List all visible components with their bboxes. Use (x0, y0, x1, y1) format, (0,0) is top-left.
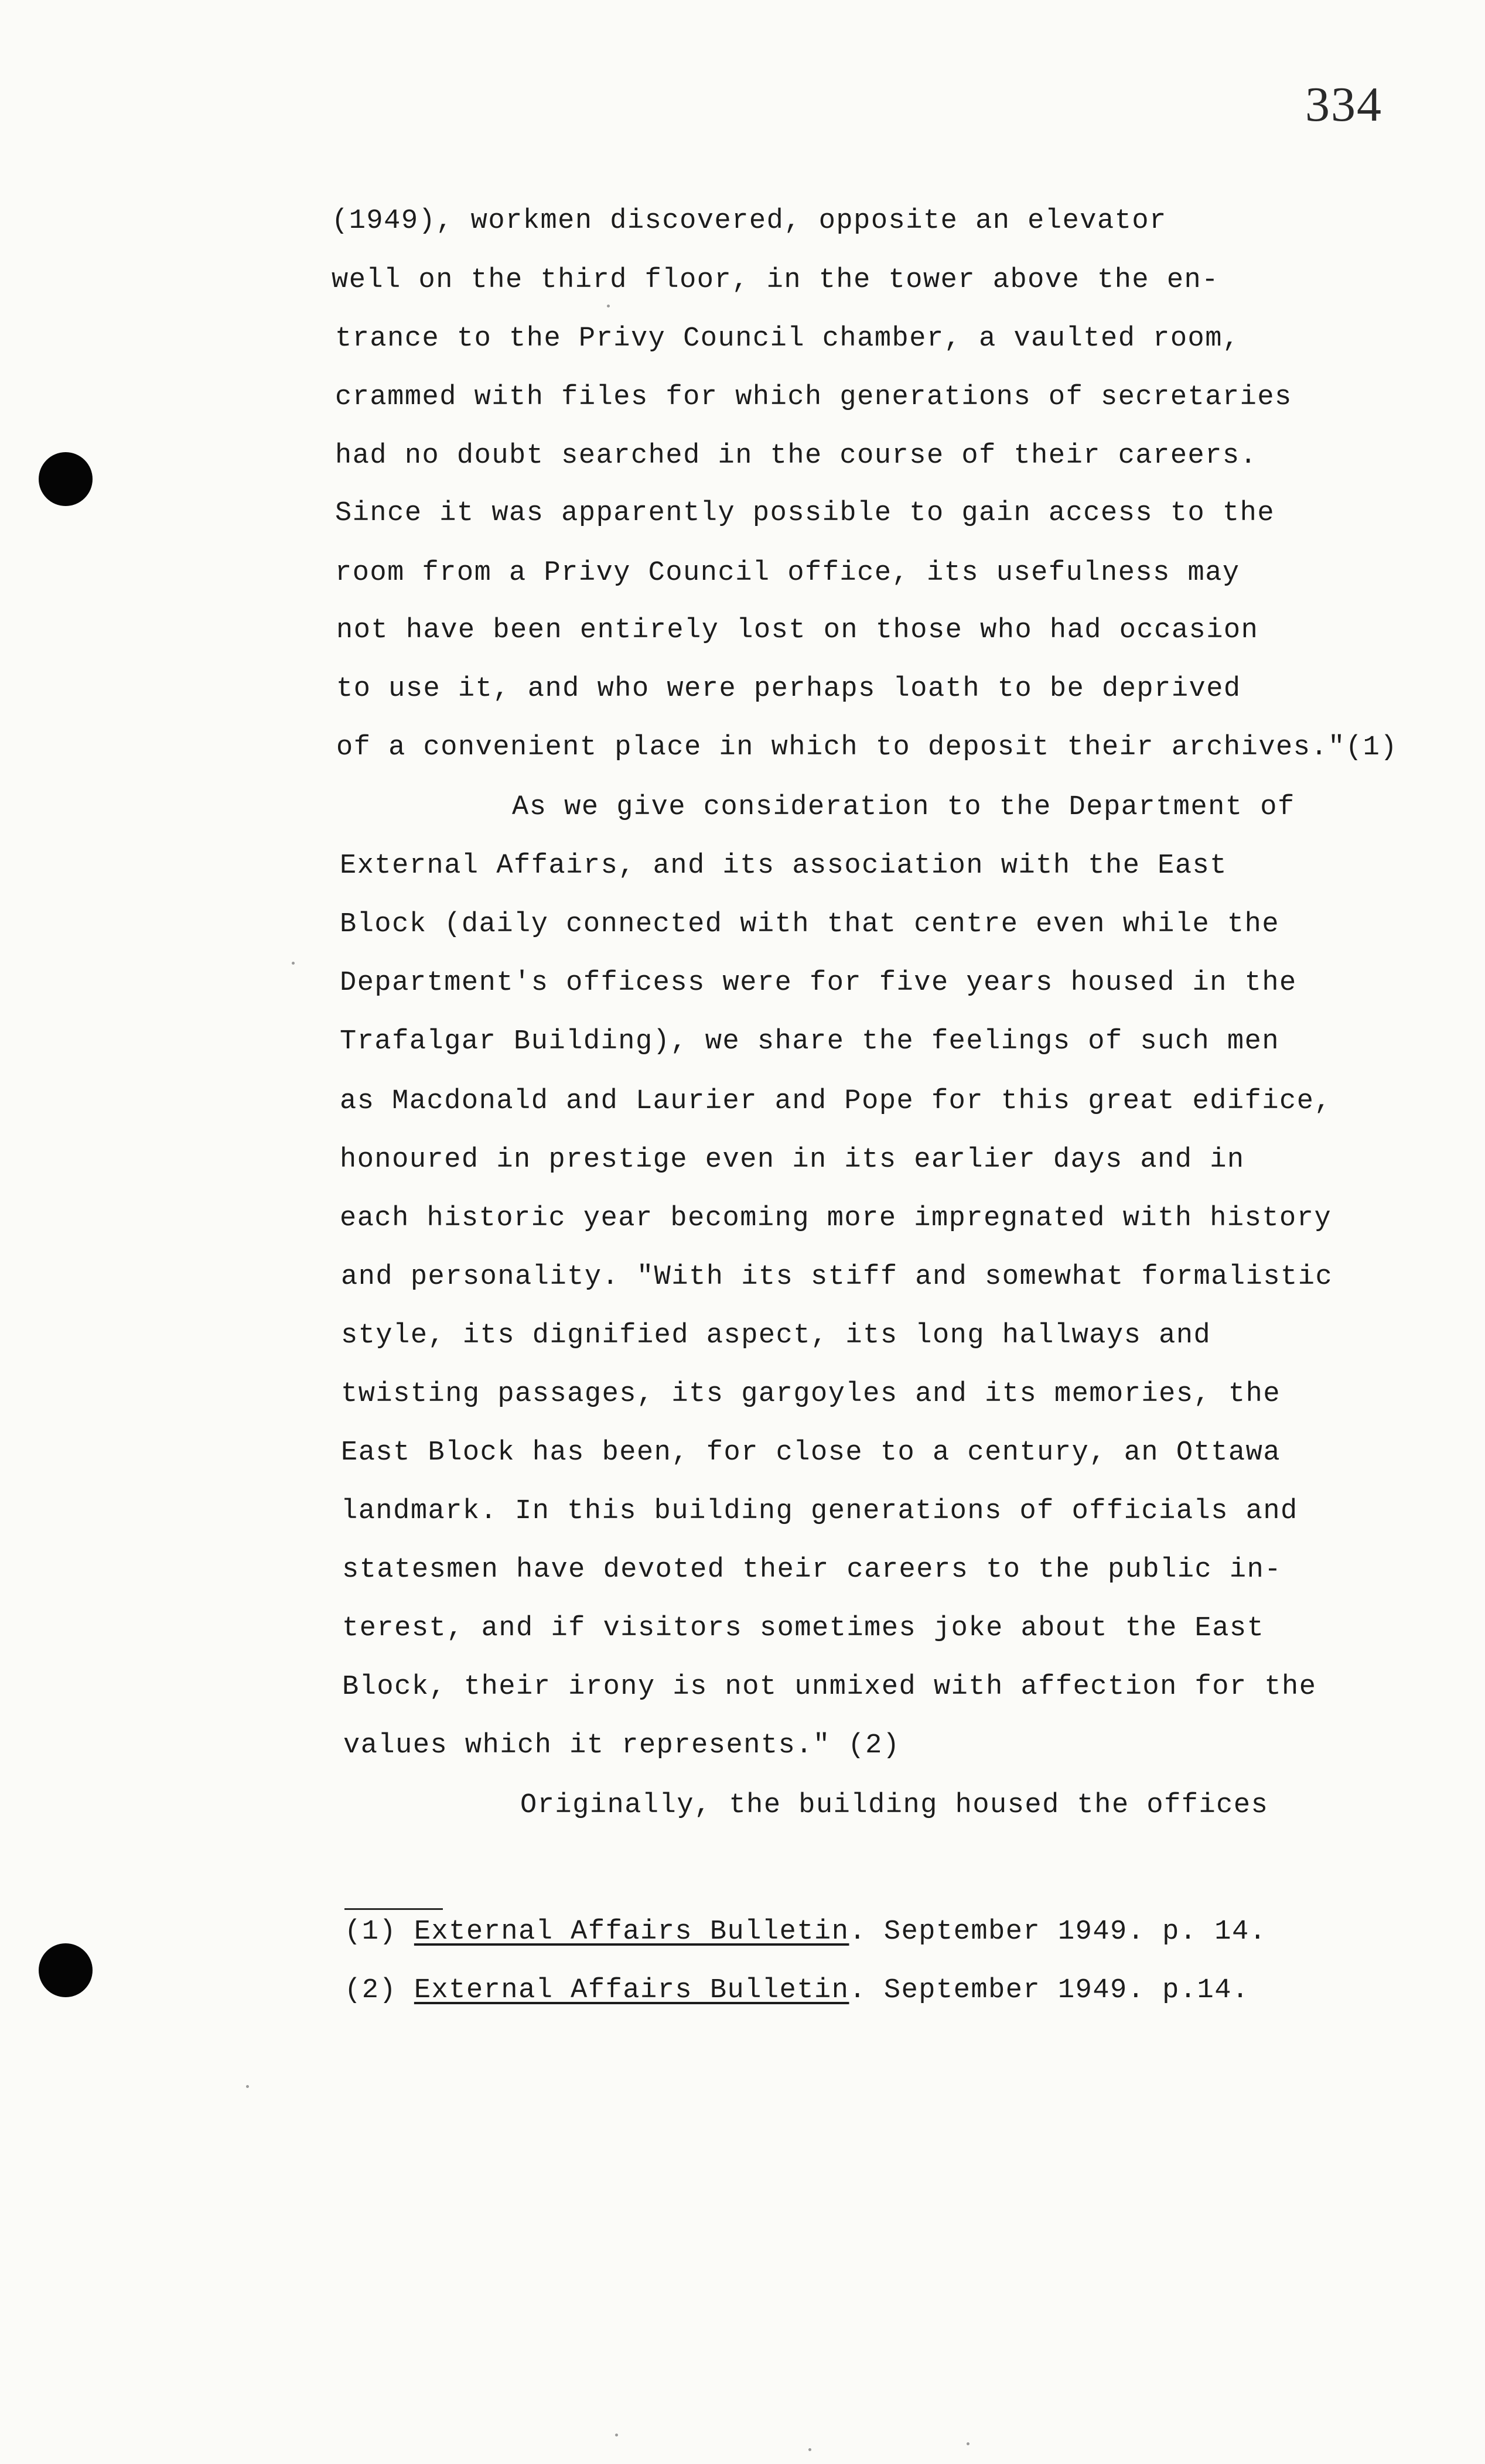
footnote-citation: . September 1949. p.14. (849, 1975, 1250, 2006)
footnote-source: External Affairs Bulletin (414, 1916, 849, 1947)
footnote-1 (344, 1918, 1266, 1946)
paper-speck (246, 2085, 249, 2088)
paper-speck (615, 2434, 618, 2436)
text-line: Since it was apparently possible to gain access to the (335, 498, 1275, 529)
text-line: had no doubt searched in the course of their careers. (335, 440, 1258, 471)
text-line: East Block has been, for close to a century, an Ottawa (341, 1437, 1281, 1468)
text-line: not have been entirely lost on those who had occasion (336, 615, 1259, 646)
text-line: of a convenient place in which to deposit their archives."(1) (336, 732, 1398, 763)
page-number: 334 (1305, 77, 1382, 132)
text-line: landmark. In this building generations of officials and (341, 1496, 1298, 1527)
text-line: Block (daily connected with that centre even while the (340, 909, 1280, 940)
footnote-marker: (2) (344, 1975, 397, 2006)
footnote-rule (344, 1908, 443, 1910)
text-line: room from a Privy Council office, its usefulness may (335, 558, 1240, 589)
paper-speck (292, 962, 295, 965)
footnote-source: External Affairs Bulletin (414, 1975, 849, 2006)
text-line: Trafalgar Building), we share the feelings of such men (340, 1026, 1280, 1057)
punch-hole-bottom (39, 1943, 93, 1997)
text-line: trance to the Privy Council chamber, a vaulted room, (335, 323, 1240, 354)
text-line: style, its dignified aspect, its long hallways and (341, 1320, 1211, 1351)
text-line: As we give consideration to the Department of (512, 792, 1295, 823)
punch-hole-top (39, 452, 93, 506)
text-line: honoured in prestige even in its earlier days and in (340, 1144, 1245, 1175)
text-line: each historic year becoming more impregnated with history (340, 1203, 1332, 1234)
text-line: (1949), workmen discovered, opposite an elevator (332, 206, 1167, 237)
text-line: twisting passages, its gargoyles and its memories, the (341, 1379, 1281, 1410)
paper-speck (607, 305, 610, 307)
text-line: terest, and if visitors sometimes joke about the East (342, 1613, 1265, 1644)
footnote-citation: . September 1949. p. 14. (849, 1916, 1267, 1947)
text-line: crammed with files for which generations of secretaries (335, 382, 1292, 413)
text-line: statesmen have devoted their careers to the public in- (342, 1554, 1282, 1585)
text-line: Block, their irony is not unmixed with affection for the (342, 1672, 1317, 1703)
paper-speck (808, 2448, 811, 2451)
text-line: Originally, the building housed the offices (520, 1790, 1269, 1821)
text-line: External Affairs, and its association with the East (340, 850, 1227, 881)
text-line: Department's officess were for five years housed in the (340, 968, 1297, 999)
footnote-2 (344, 1977, 1250, 2004)
footnote-marker: (1) (344, 1916, 397, 1947)
text-line: and personality. "With its stiff and somewhat formalistic (341, 1262, 1333, 1293)
paper-speck (967, 2442, 969, 2445)
text-line: well on the third floor, in the tower above the en- (332, 265, 1219, 296)
text-line: as Macdonald and Laurier and Pope for this great edifice, (340, 1086, 1332, 1117)
text-line: values which it represents." (2) (343, 1730, 900, 1761)
text-line: to use it, and who were perhaps loath to be deprived (336, 674, 1241, 705)
